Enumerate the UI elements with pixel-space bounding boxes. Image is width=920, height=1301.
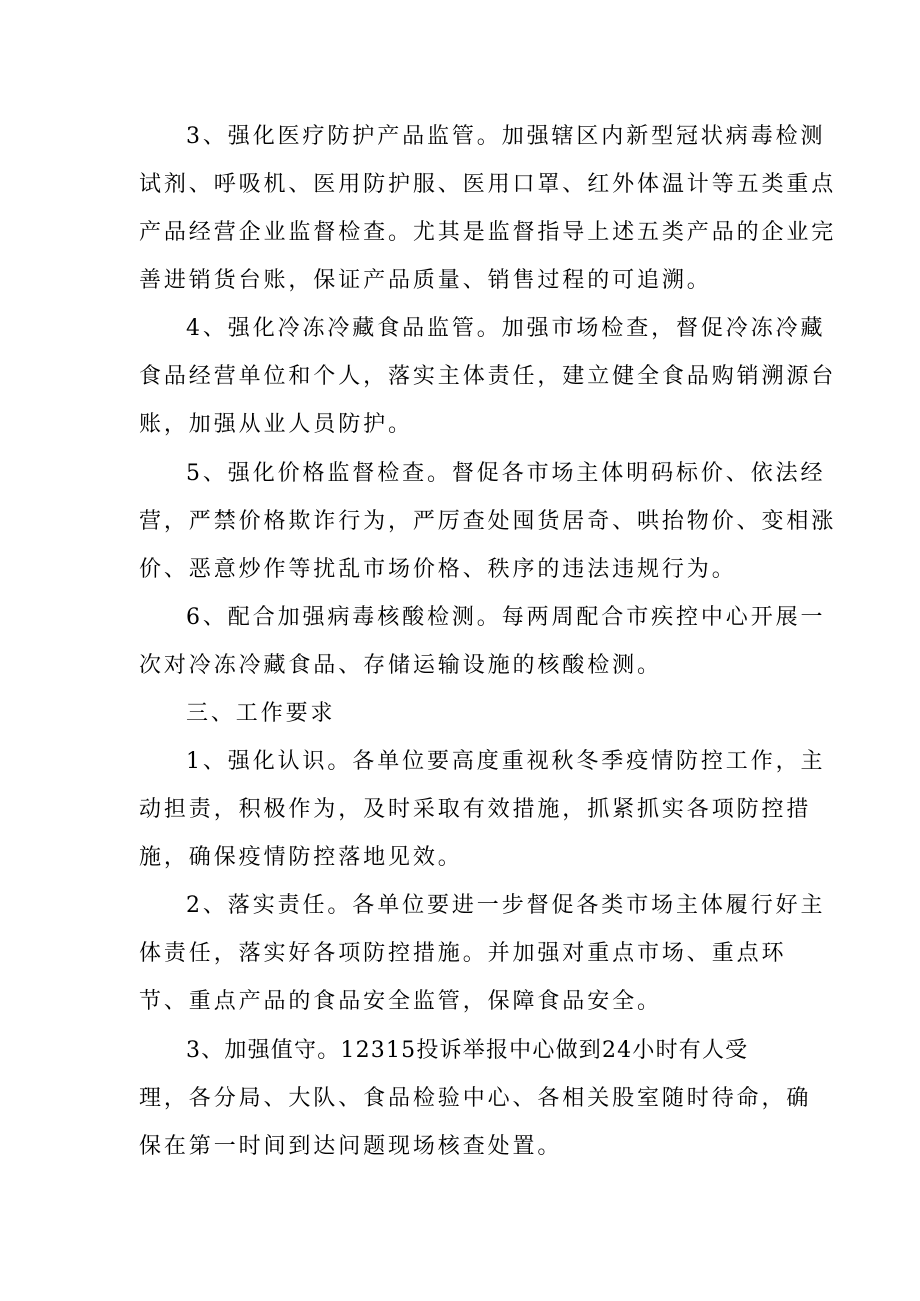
- paragraph-5-price-line-2: 营，严禁价格欺诈行为，严厉查处囤货居奇、哄抬物价、变相涨: [139, 509, 837, 534]
- paragraph-6-testing-line-1: 6、配合加强病毒核酸检测。每两周配合市疾控中心开展一: [186, 605, 826, 630]
- requirement-2-line-2: 体责任，落实好各项防控措施。并加强对重点市场、重点环: [139, 941, 787, 966]
- paragraph-5-price-line-3: 价、恶意炒作等扰乱市场价格、秩序的违法违规行为。: [139, 557, 737, 582]
- requirement-3-line-1: 3、加强值守。12315投诉举报中心做到24小时有人受: [186, 1038, 749, 1063]
- paragraph-3-medical-line-2: 试剂、呼吸机、医用防护服、医用口罩、红外体温计等五类重点: [139, 172, 837, 197]
- paragraph-3-medical-line-1: 3、强化医疗防护产品监管。加强辖区内新型冠状病毒检测: [186, 124, 826, 149]
- requirement-1-line-1: 1、强化认识。各单位要高度重视秋冬季疫情防控工作，主: [186, 749, 826, 774]
- requirement-1-line-2: 动担责，积极作为，及时采取有效措施，抓紧抓实各项防控措: [139, 797, 812, 822]
- paragraph-4-frozen-line-2: 食品经营单位和个人，落实主体责任，建立健全食品购销溯源台: [139, 364, 837, 389]
- paragraph-4-frozen-line-1: 4、强化冷冻冷藏食品监管。加强市场检查，督促冷冻冷藏: [186, 316, 826, 341]
- paragraph-5-price-line-1: 5、强化价格监督检查。督促各市场主体明码标价、依法经: [186, 461, 826, 486]
- paragraph-4-frozen-line-3: 账，加强从业人员防护。: [139, 412, 413, 437]
- requirement-1-line-3: 施，确保疫情防控落地见效。: [139, 845, 463, 870]
- section-heading-work-requirements: 三、工作要求: [186, 701, 336, 726]
- requirement-2-line-1: 2、落实责任。各单位要进一步督促各类市场主体履行好主: [186, 893, 826, 918]
- paragraph-6-testing-line-2: 次对冷冻冷藏食品、存储运输设施的核酸检测。: [139, 653, 662, 678]
- paragraph-3-medical-line-4: 善进销货台账，保证产品质量、销售过程的可追溯。: [139, 268, 712, 293]
- requirement-3-line-3: 保在第一时间到达问题现场核查处置。: [139, 1134, 563, 1159]
- requirement-2-line-3: 节、重点产品的食品安全监管，保障食品安全。: [139, 989, 662, 1014]
- requirement-3-line-2: 理，各分局、大队、食品检验中心、各相关股室随时待命，确: [139, 1086, 812, 1111]
- paragraph-3-medical-line-3: 产品经营企业监督检查。尤其是监督指导上述五类产品的企业完: [139, 220, 837, 245]
